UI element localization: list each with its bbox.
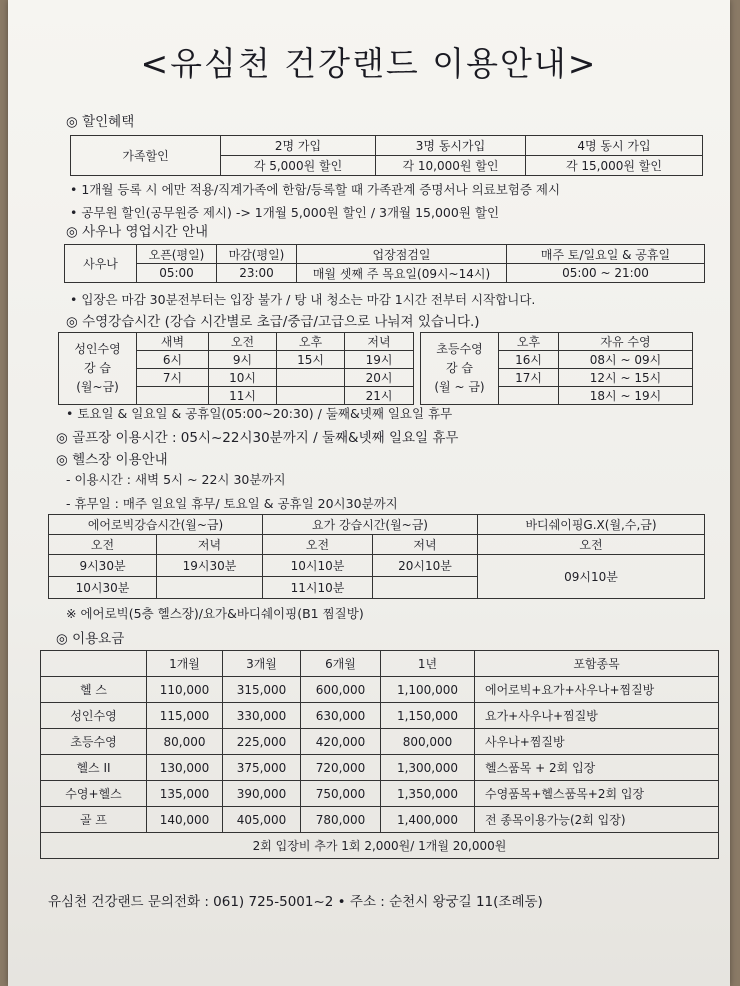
fees-price: 390,000 [223, 781, 301, 807]
kid-pm-time: 17시 [499, 369, 559, 387]
fees-row [41, 729, 719, 755]
sauna-note: • 입장은 마감 30분전부터는 입장 불가 / 탕 내 청소는 마감 1시간 전부터 시작합니다. [70, 292, 536, 307]
discount-val-2: 각 5,000원 할인 [221, 156, 376, 176]
sauna-heading: ◎ 사우나 영업시간 안내 [66, 224, 209, 240]
yoga-am-header: 오전 [263, 535, 373, 555]
fees-price: 1,350,000 [381, 781, 475, 807]
fees-price: 80,000 [147, 729, 223, 755]
golf-line: ◎ 골프장 이용시간 : 05시~22시30분까지 / 둘째&넷째 일요일 휴무 [56, 430, 459, 446]
fees-row [41, 755, 719, 781]
fees-includes: 헬스품목 + 2회 입장 [475, 755, 719, 781]
fees-price: 135,000 [147, 781, 223, 807]
adult-am-time: 9시 [209, 351, 277, 369]
fees-price: 405,000 [223, 807, 301, 833]
adult-dawn-time: 6시 [137, 351, 209, 369]
fees-price: 630,000 [301, 703, 381, 729]
fees-row-label: 초등수영 [41, 729, 147, 755]
fees-row [41, 781, 719, 807]
sauna-open-time: 05:00 [137, 264, 217, 283]
fees-row [41, 703, 719, 729]
aerobic-am-time: 10시30분 [49, 577, 157, 599]
kid-swim-label-3: (월 ~ 금) [434, 380, 485, 394]
sauna-close-label: 마감(평일) [217, 245, 297, 264]
sauna-open-label: 오픈(평일) [137, 245, 217, 264]
adult-pm-time: 15시 [277, 351, 345, 369]
discount-val-3: 각 10,000원 할인 [376, 156, 526, 176]
adult-swim-label-1: 성인수영 [74, 342, 121, 356]
sauna-weekend-label: 매주 토/일요일 & 공휴일 [507, 245, 705, 264]
health-heading: ◎ 헬스장 이용안내 [56, 452, 168, 468]
fees-includes: 요가+사우나+찜질방 [475, 703, 719, 729]
aerobic-eve-header: 저녁 [157, 535, 263, 555]
gx-table [48, 514, 705, 599]
yoga-am-time: 11시10분 [263, 577, 373, 599]
discount-note-1: • 1개월 등록 시 에만 적용/직계가족에 한함/등록할 때 가족관계 증명서나 의료보험증 제시 [70, 182, 561, 197]
kid-swim-label [421, 333, 499, 405]
adult-eve-time: 20시 [345, 369, 414, 387]
fees-includes: 에어로빅+요가+사우나+찜질방 [475, 677, 719, 703]
yoga-am-time: 10시10분 [263, 555, 373, 577]
fees-price: 225,000 [223, 729, 301, 755]
fees-price: 1,150,000 [381, 703, 475, 729]
adult-pm-empty [277, 387, 345, 405]
sauna-inspect-value: 매월 셋째 주 목요일(09시~14시) [297, 264, 507, 283]
kid-swim-label-2: 강 습 [446, 361, 473, 375]
adult-dawn-header: 새벽 [137, 333, 209, 351]
health-hours: - 이용시간 : 새벽 5시 ~ 22시 30분까지 [66, 472, 286, 487]
free-swim-time: 12시 ~ 15시 [559, 369, 693, 387]
adult-am-header: 오전 [209, 333, 277, 351]
body-shaping-header: 바디쉐이핑G.X(월,수,금) [478, 515, 705, 535]
adult-swim-label [59, 333, 137, 405]
aerobic-am-header: 오전 [49, 535, 157, 555]
yoga-eve-header: 저녁 [373, 535, 478, 555]
fees-price: 315,000 [223, 677, 301, 703]
fees-row-label: 헬스 II [41, 755, 147, 781]
discount-note-2: • 공무원 할인(공무원증 제시) -> 1개월 5,000원 할인 / 3개월 15,000원 할인 [70, 205, 500, 220]
adult-pm-header: 오후 [277, 333, 345, 351]
discount-col-3: 3명 동시가입 [376, 136, 526, 156]
aerobic-eve-time: 19시30분 [157, 555, 263, 577]
adult-swim-label-3: (월~금) [76, 380, 119, 394]
fees-price: 1,300,000 [381, 755, 475, 781]
document-paper [8, 0, 730, 986]
free-swim-time: 18시 ~ 19시 [559, 387, 693, 405]
kid-pm-header: 오후 [499, 333, 559, 351]
free-swim-time: 08시 ~ 09시 [559, 351, 693, 369]
fees-price: 130,000 [147, 755, 223, 781]
fees-price: 115,000 [147, 703, 223, 729]
sauna-table [64, 244, 705, 283]
adult-eve-time: 19시 [345, 351, 414, 369]
family-discount-label: 가족할인 [71, 136, 221, 176]
yoga-eve-time: 20시10분 [373, 555, 478, 577]
fees-extra-entry-note: 2회 입장비 추가 1회 2,000원/ 1개월 20,000원 [41, 833, 719, 859]
fees-footer-row [41, 833, 719, 859]
adult-am-time: 11시 [209, 387, 277, 405]
kid-swim-table [420, 332, 693, 405]
fees-price: 1,100,000 [381, 677, 475, 703]
adult-swim-table [58, 332, 414, 405]
fees-row-label: 성인수영 [41, 703, 147, 729]
fees-price: 750,000 [301, 781, 381, 807]
adult-pm-empty [277, 369, 345, 387]
aerobic-eve-empty [157, 577, 263, 599]
fees-price: 800,000 [381, 729, 475, 755]
fees-price: 720,000 [301, 755, 381, 781]
aerobic-am-time: 9시30분 [49, 555, 157, 577]
fees-price: 1,400,000 [381, 807, 475, 833]
aerobic-header: 에어로빅강습시간(월~금) [49, 515, 263, 535]
kid-swim-label-1: 초등수영 [436, 342, 483, 356]
kid-pm-time: 16시 [499, 351, 559, 369]
discount-col-4: 4명 동시 가입 [526, 136, 703, 156]
fees-row [41, 807, 719, 833]
footer-contact: 유심천 건강랜드 문의전화 : 061) 725-5001~2 • 주소 : 순천시 왕궁길 11(조례동) [48, 894, 543, 910]
sauna-close-time: 23:00 [217, 264, 297, 283]
adult-eve-header: 저녁 [345, 333, 414, 351]
fees-row-label: 수영+헬스 [41, 781, 147, 807]
fees-header-cell: 1개월 [147, 651, 223, 677]
fees-row-label: 골 프 [41, 807, 147, 833]
kid-pm-empty [499, 387, 559, 405]
fees-price: 600,000 [301, 677, 381, 703]
adult-dawn-time: 7시 [137, 369, 209, 387]
fees-heading: ◎ 이용요금 [56, 631, 125, 647]
body-am-header: 오전 [478, 535, 705, 555]
sauna-inspect-label: 업장점검일 [297, 245, 507, 264]
discount-heading: ◎ 할인혜택 [66, 114, 135, 130]
adult-swim-label-2: 강 습 [84, 361, 111, 375]
discount-col-2: 2명 가입 [221, 136, 376, 156]
body-am-time: 09시10분 [478, 555, 705, 599]
fees-price: 110,000 [147, 677, 223, 703]
adult-am-time: 10시 [209, 369, 277, 387]
adult-dawn-empty [137, 387, 209, 405]
sauna-weekend-value: 05:00 ~ 21:00 [507, 264, 705, 283]
fees-header-cell: 6개월 [301, 651, 381, 677]
fees-price: 330,000 [223, 703, 301, 729]
fees-includes: 사우나+찜질방 [475, 729, 719, 755]
adult-eve-time: 21시 [345, 387, 414, 405]
swim-heading: ◎ 수영강습시간 (강습 시간별로 초급/중급/고급으로 나눠져 있습니다.) [66, 314, 480, 330]
fees-includes: 수영품목+헬스품목+2회 입장 [475, 781, 719, 807]
free-swim-header: 자유 수영 [559, 333, 693, 351]
yoga-eve-empty [373, 577, 478, 599]
fees-header-cell: 3개월 [223, 651, 301, 677]
page-title: <유심천 건강랜드 이용안내> [140, 44, 598, 83]
discount-table [70, 135, 703, 176]
fees-price: 140,000 [147, 807, 223, 833]
fees-row-label: 헬 스 [41, 677, 147, 703]
fees-header-cell: 1년 [381, 651, 475, 677]
health-closed: - 휴무일 : 매주 일요일 휴무/ 토요일 & 공휴일 20시30분까지 [66, 496, 398, 511]
fees-header-row [41, 651, 719, 677]
fees-row [41, 677, 719, 703]
fees-price: 420,000 [301, 729, 381, 755]
swim-note: • 토요일 & 일요일 & 공휴일(05:00~20:30) / 둘째&넷째 일요일 휴무 [66, 406, 453, 421]
fees-price: 375,000 [223, 755, 301, 781]
discount-val-4: 각 15,000원 할인 [526, 156, 703, 176]
sauna-label: 사우나 [65, 245, 137, 283]
fees-header-cell [41, 651, 147, 677]
fees-table [40, 650, 719, 859]
fees-includes: 전 종목이용가능(2회 입장) [475, 807, 719, 833]
fees-price: 780,000 [301, 807, 381, 833]
yoga-header: 요가 강습시간(월~금) [263, 515, 478, 535]
fees-header-cell: 포함종목 [475, 651, 719, 677]
health-note: ※ 에어로빅(5층 헬스장)/요가&바디쉐이핑(B1 찜질방) [66, 606, 364, 621]
